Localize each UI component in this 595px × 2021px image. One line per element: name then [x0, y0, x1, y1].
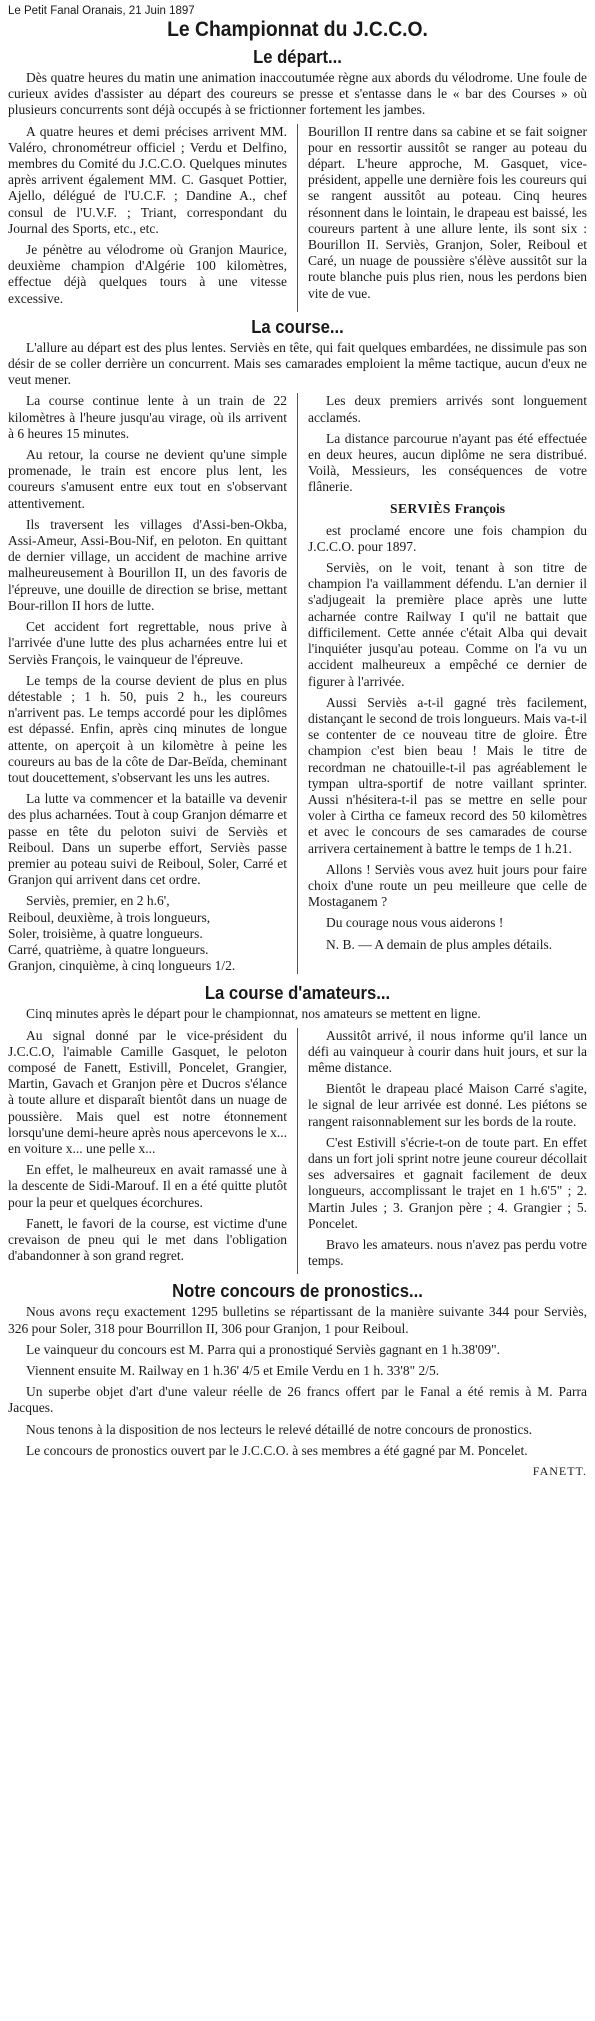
paragraph: est proclamé encore une fois champion du J.C.C.O. pour 1897. — [308, 522, 587, 554]
paragraph: Du courage nous vous aiderons ! — [326, 915, 504, 931]
paragraph: Bientôt le drapeau placé Maison Carré s'agite, le signal de leur arrivée est donné. Les piétons se rangent raisonnablement sur les bords de la route. — [308, 1081, 587, 1129]
paragraph: Aussi Serviès a-t-il gagné très facilement, distançant le second de trois longueurs. Mais va-t-il se contenter de ce nouveau titre de gloire. Être champion c'est bien beau ! Mais le titre de recordman ne chatouille-t-il pas agréablement le tympan ultra-sportif de notre vaillant sprinter. Aussi n'hésitera-t-il pas se mettre en selle pour voler à Cirtha ce fameux record des 50 kilomètres et avec le concours de ses camarades de course arrivera certainement à battre le temps de 1 h.21. — [308, 694, 587, 856]
author-signature: FANETT. — [532, 1464, 587, 1479]
result-line: Reiboul, deuxième, à trois longueurs, — [8, 909, 211, 925]
paragraph: Ils traversent les villages d'Assi-ben-Okba, Assi-Ameur, Assi-Bou-Nif, en peloton. En quittant de dernier village, un accident de machine arrive malheureusement à Bourillon II, un des favoris de l'épreuve, une douille de direction se brise, mettant Bour-rillon II hors de lutte. — [8, 516, 287, 613]
section-heading-depart: Le départ... — [253, 46, 342, 67]
paragraph: En effet, le malheureux en avait ramassé une à la descente de Sidi-Marouf. Il en a été quitte plutôt pour la peur et quelques écorchures. — [8, 1162, 287, 1210]
paragraph: La lutte va commencer et la bataille va devenir des plus acharnées. Tout à coup Granjon démarre et passe en tête du peloton suivi de Serviès et Reiboul. Dans un superbe effort, Serviès passe premier au poteau suivi de Reiboul, Soler, Carré et Granjon qui arrivent dans cet ordre. — [8, 791, 287, 888]
result-line: Serviès, premier, en 2 h.6', — [26, 893, 170, 909]
column-divider — [297, 1028, 298, 1275]
course-intro: L'allure au départ est des plus lentes. Serviès en tête, qui fait quelques embardées, ne dissimule pas son désir de se coller derrière un concurrent. Mais ses camarades emploient la même tactique, aucun d'eux ne veut mener. — [8, 339, 587, 388]
column-divider — [297, 124, 298, 312]
paragraph: N. B. — A demain de plus amples détails. — [326, 936, 553, 952]
depart-right-column — [308, 124, 587, 312]
paragraph: A quatre heures et demi précises arrivent MM. Valéro, chronométreur officiel ; Verdu et Delfino, membres du Comité du J.C.C.O. Quelques minutes après arrivent également MM. C. Gasquet Pottier, Ajello, délégué de l'U.C.F. ; Dandine A., chef consul de l'U.V.F. ; Triant, correspondant du Journal des Sports, etc., etc. — [8, 123, 287, 236]
column-divider — [297, 393, 298, 974]
paragraph: Le temps de la course devient de plus en plus détestable ; 1 h. 50, puis 2 h., les coureurs n'arrivent pas. Le temps accordé pour les diplômes est dépassé. Enfin, après cinq minutes de longue attente, on aperçoit à un kilomètre à peine les coureurs au bas de la côte de Dar-Beïda, cheminant tout doucettement, s'observant les uns les autres. — [8, 672, 287, 785]
result-line: Granjon, cinquième, à cinq longueurs 1/2. — [8, 958, 236, 974]
paragraph: Fanett, le favori de la course, est victime d'une crevaison de pneu qui le met dans l'obligation d'abandonner à son grand regret. — [8, 1215, 287, 1264]
course-right-column — [308, 393, 587, 974]
paragraph: C'est Estivill s'écrie-t-on de toute part. En effet dans un fort joli sprint notre jeune coureur décollait ses adversaires et gagnait facilement de deux longueurs, accomplissant le trajet en 1 h.6'5" ; 2. Martin Jules ; 3. Granjon père ; 4. Grangier ; 5. Poncelet. — [308, 1134, 587, 1231]
winner-first-name: François — [454, 500, 505, 516]
course-left-column — [8, 393, 287, 974]
masthead: Le Petit Fanal Oranais, 21 Juin 1897 — [8, 5, 195, 17]
paragraph: Je pénètre au vélodrome où Granjon Maurice, deuxième champion d'Algérie 100 kilomètres, effectue déjà quelques tours à une vitesse excessive. — [8, 242, 287, 306]
paragraph: Bravo les amateurs. nous n'avez pas perdu votre temps. — [308, 1237, 587, 1269]
paragraph: Aussitôt arrivé, il nous informe qu'il lance un défi au vainqueur à courir dans huit jours, et sur la même distance. — [308, 1027, 587, 1075]
section-heading-amateurs: La course d'amateurs... — [204, 982, 391, 1004]
paragraph: Viennent ensuite M. Railway en 1 h.36' 4/5 et Emile Verdu en 1 h. 33'8" 2/5. — [26, 1363, 440, 1379]
paragraph: Bourillon II rentre dans sa cabine et se fait soigner pour en ressortir aussitôt se ranger au poteau du départ. L'heure approche, M. Gasquet, vice-président, appelle une dernière fois les coureurs qui se rangent aussitôt au poteau. Cinq heures résonnent dans le lointain, le drapeau est baissé, les coureurs partent à une allure lente, ils sont six : Bourillon II. Serviès, Granjon, Soler, Reiboul et Caré, un nuage de poussière s'élève aussitôt sur la route blanche puis plus rien, nous les perdons bien vite de vue. — [308, 123, 587, 301]
paragraph: Nous avons reçu exactement 1295 bulletins se répartissant de la manière suivante 344 pour Serviès, 326 pour Soler, 318 pour Bourrillon II, 306 pour Granjon, 1 pour Reiboul. — [8, 1304, 587, 1336]
paragraph: Au retour, la course ne devient qu'une simple promenade, le train est encore plus lent, les coureurs s'amusent entre eux tout en s'observant attentivement. — [8, 447, 287, 511]
section-heading-course: La course... — [251, 315, 344, 337]
winner-last-name: SERVIÈS — [390, 500, 451, 516]
paragraph: La distance parcourue n'ayant pas été effectuée en deux heures, aucun diplôme ne sera distribué. Voilà, Messieurs, les conséquences de votre flânerie. — [308, 430, 587, 495]
depart-left-column — [8, 124, 287, 312]
paragraph: Allons ! Serviès vous avez huit jours pour faire choix d'une route un peu meilleure que celle de Mostaganem ? — [308, 861, 587, 910]
newspaper-page — [8, 4, 587, 2017]
race-results — [8, 893, 287, 974]
paragraph: Un superbe objet d'art d'une valeur réelle de 26 francs offert par le Fanal a été remis à M. Parra Jacques. — [8, 1384, 587, 1416]
paragraph: Serviès, on le voit, tenant à son titre de champion l'a vaillamment défendu. L'an dernier il s'adjugeait la première place après une lutte acharnée contre Railway I qu'il ne battait que difficilement. Cette année c'était Alba qui devait l'inquiéter jusqu'au poteau. Comme on l'a vu un accident malheureux a empêché ce dernier de figurer à l'arrivée. — [308, 560, 587, 689]
depart-columns — [8, 124, 587, 312]
depart-intro: Dès quatre heures du matin une animation inaccoutumée règne aux abords du vélodrome. Une foule de curieux avides d'assister au départ des coureurs se presse et s'entasse dans le « bar des Courses » où plusieurs concurrents sont déjà occupés à se frictionner fortement les jambes. — [8, 70, 587, 118]
amateurs-columns — [8, 1028, 587, 1275]
paragraph: Au signal donné par le vice-président du J.C.C.O, l'aimable Camille Gasquet, le peloton composé de Fanett, Estivill, Poncelet, Grangier, Martin, Gavach et Granjon père et Ducros s'élance à toute allure et disparaît bientôt dans un nuage de poussière. Mais quel est notre étonnement lorsqu'une demi-heure après nous apercevons le x... en voiture x... une pelle x... — [8, 1027, 287, 1156]
paragraph: Le concours de pronostics ouvert par le J.C.C.O. à ses membres a été gagné par M. Poncelet. — [26, 1442, 528, 1458]
result-line: Carré, quatrième, à quatre longueurs. — [8, 941, 209, 957]
paragraph: La course continue lente à un train de 22 kilomètres à l'heure jusqu'au virage, où ils arrivent à 6 heures 15 minutes. — [8, 393, 287, 441]
paragraph: Cet accident fort regrettable, nous prive à l'arrivée d'une lutte des plus acharnées entre lui et Serviès François, le vainqueur de l'épreuve. — [8, 619, 287, 667]
course-columns — [8, 393, 587, 974]
amateurs-left-column — [8, 1028, 287, 1275]
amateurs-right-column — [308, 1028, 587, 1275]
paragraph: Le vainqueur du concours est M. Parra qui a pronostiqué Serviès gagnant en 1 h.38'09". — [26, 1341, 500, 1357]
section-heading-concours: Notre concours de pronostics... — [172, 1280, 423, 1302]
amateurs-intro: Cinq minutes après le départ pour le championnat, nos amateurs se mettent en ligne. — [26, 1006, 481, 1022]
paragraph: Les deux premiers arrivés sont longuement acclamés. — [308, 393, 587, 425]
article-title: Le Championnat du J.C.C.O. — [167, 18, 428, 41]
result-line: Soler, troisième, à quatre longueurs. — [8, 925, 203, 941]
paragraph: Nous tenons à la disposition de nos lecteurs le relevé détaillé de notre concours de pronostics. — [26, 1421, 533, 1437]
winner-name — [308, 501, 587, 517]
